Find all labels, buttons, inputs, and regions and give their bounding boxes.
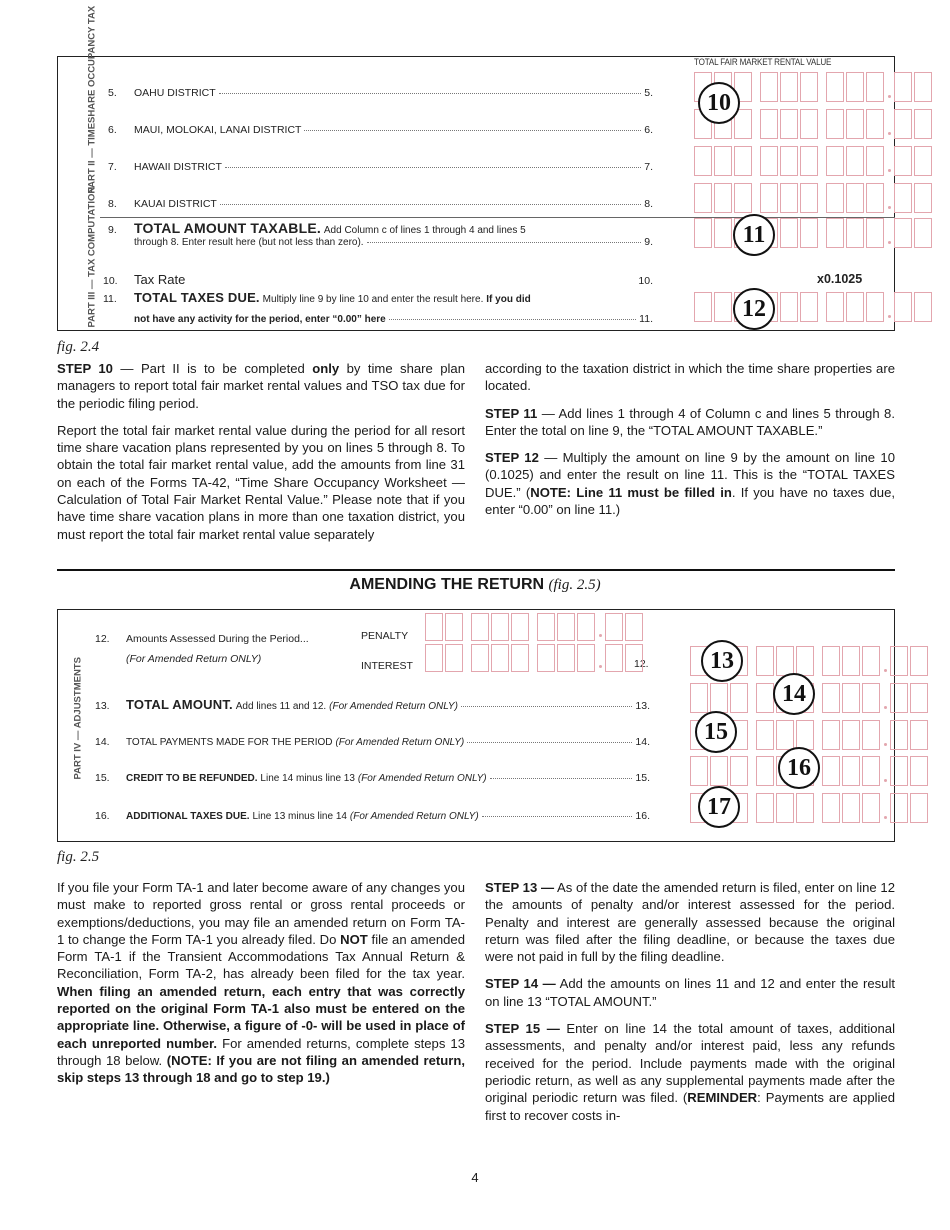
part-4-label: PART IV — ADJUSTMENTS	[72, 657, 84, 780]
callout-12: 12	[733, 288, 775, 330]
interest-amount-boxes[interactable]	[425, 644, 645, 672]
section-rule	[57, 569, 895, 571]
interest-label: INTEREST	[361, 660, 413, 672]
callout-14: 14	[773, 673, 815, 715]
line-5-row: 5. OAHU DISTRICT 5.	[108, 87, 653, 99]
callout-11: 11	[733, 214, 775, 256]
section-title-amending: AMENDING THE RETURN (fig. 2.5)	[349, 576, 601, 593]
callout-17: 17	[698, 786, 740, 828]
callout-13: 13	[701, 640, 743, 682]
steps-11-12-column: according to the taxation district in which the time share properties are located. STEP 11 — Add lines 1 through 4 of Column c and lines 5 through 8. Enter the total on line 9, the “TOTAL AMOUNT TAXABLE.” STEP 12 — Multiply the amount on line 9 by the amount on line 10 (0.1025) and enter the result on line 11. This is the “TOTAL TAXES DUE.” (NOTE: Line 11 must be filled in. If you have no taxes due, enter “0.00” on line 11.)	[485, 361, 895, 518]
line-8-amount-boxes[interactable]	[694, 183, 934, 213]
tax-rate-value: x0.1025	[817, 272, 863, 286]
steps-13-15-column: STEP 13 — As of the date the amended return is filed, enter on line 12 the amounts of penalty and/or interest assessed for the period. Penalty and interest are generally assessed because the original return was filed after the filing deadline, or because the taxes due were not paid in full by the filing deadline. STEP 14 — Add the amounts on lines 11 and 12 and enter the result on line 13 “TOTAL AMOUNT.” STEP 15 — Enter on line 14 the total amount of taxes, additional assessments, and penalty and/or interest paid, less any refunds received for the period. Include payments made with the original periodic return, as well as any supplemental payments made after the original periodic return was filed. (REMINDER: Payments are applied first to recover costs in-	[485, 880, 895, 1123]
line-8-row: 8. KAUAI DISTRICT 8.	[108, 198, 653, 210]
line-12-row: 12. Amounts Assessed During the Period...	[95, 633, 309, 645]
line-11-row-b: not have any activity for the period, enter “0.00” here 11.	[134, 313, 653, 325]
line-9-row-b: through 8. Enter result here (but not less than zero). 9.	[134, 236, 653, 248]
amend-intro-column: If you file your Form TA-1 and later become aware of any changes you must make to reported gross rental or gross rental proceeds or exemptions/deductions, you may file an amended return on Form TA-1 to change the Form TA-1 you already filed. Do NOT file an amended Form TA-1 if the Transient Accommodations Tax Annual Return & Reconciliation, Form TA-2, has already been filed for the tax year. When filing an amended return, each entry that was correctly reported on the original Form TA-1 also must be entered on the appropriate line. Otherwise, a figure of -0- will be used in place of each unreported number. For amended returns, complete steps 13 through 18 below. (NOTE: If you are not filing an amended return, skip steps 13 through 18 and go to step 19.)	[57, 880, 466, 1086]
line-11-amount-boxes[interactable]	[694, 292, 934, 322]
line-11-row-a: 11. TOTAL TAXES DUE. Multiply line 9 by line 10 and enter the result here. If you did	[103, 290, 531, 305]
line-9-amount-boxes[interactable]	[694, 218, 934, 248]
callout-15: 15	[695, 711, 737, 753]
line-7-row: 7. HAWAII DISTRICT 7.	[108, 161, 653, 173]
penalty-label: PENALTY	[361, 630, 409, 642]
callout-10: 10	[698, 82, 740, 124]
fig-2-4-caption: fig. 2.4	[57, 339, 100, 355]
line-6-row: 6. MAUI, MOLOKAI, LANAI DISTRICT 6.	[108, 124, 653, 136]
fig-2-5-caption: fig. 2.5	[57, 849, 100, 865]
line-15-row: 15. CREDIT TO BE REFUNDED. Line 14 minus line 13 (For Amended Return ONLY) 15.	[95, 772, 650, 784]
line-13-row: 13. TOTAL AMOUNT. Add lines 11 and 12. (For Amended Return ONLY) 13.	[95, 697, 650, 712]
line-14-row: 14. TOTAL PAYMENTS MADE FOR THE PERIOD (For Amended Return ONLY) 14.	[95, 736, 650, 748]
line-12-end: 12.	[634, 658, 649, 670]
penalty-amount-boxes[interactable]	[425, 613, 645, 641]
line-9-row-a: 9. TOTAL AMOUNT TAXABLE. Add Column c of lines 1 through 4 and lines 5	[108, 220, 526, 236]
part-2-label: PART II — TIMESHARE OCCUPANCY TAX	[86, 5, 98, 194]
page-number: 4	[471, 1170, 479, 1185]
column-header-fair-market: TOTAL FAIR MARKET RENTAL VALUE	[694, 57, 832, 67]
part-3-label: PART III — TAX COMPUTATION	[86, 186, 98, 328]
callout-16: 16	[778, 747, 820, 789]
line-12-sub: (For Amended Return ONLY)	[126, 653, 262, 665]
step-10-column: STEP 10 — Part II is to be completed only by time share plan managers to report total fair market rental values and TSO tax due for the periodic filing period. Report the total fair market rental value during the period for all resort time share vacation plans represented by you on lines 5 through 8. To obtain the total fair market rental value, add the amounts from line 31 on each of the Forms TA-42, “Time Share Occupancy Worksheet — Calculation of Total Fair Market Rental Value.” Please note that if you have time share vacation plans in more than one taxation district, you must report the total fair market rental value separately	[57, 361, 465, 542]
line-10-row: 10. Tax Rate 10.	[103, 272, 653, 287]
line-16-row: 16. ADDITIONAL TAXES DUE. Line 13 minus line 14 (For Amended Return ONLY) 16.	[95, 810, 650, 822]
line-7-amount-boxes[interactable]	[694, 146, 934, 176]
